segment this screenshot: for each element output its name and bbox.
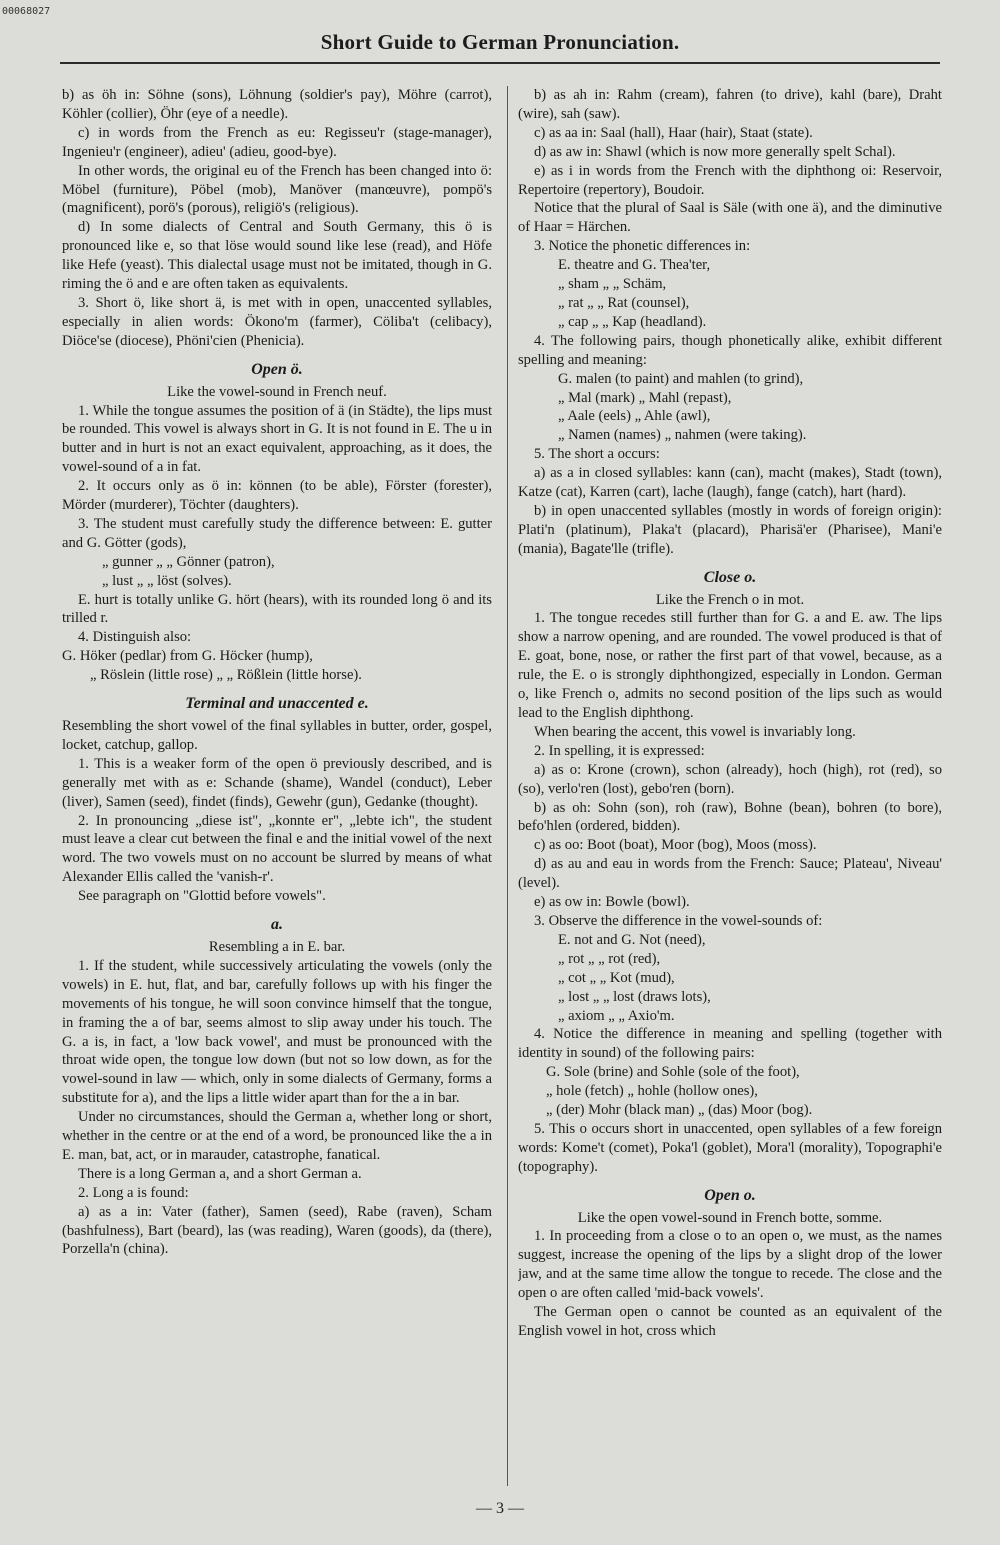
right-paragraph: e) as ow in: Bowle (bowl).: [534, 894, 690, 911]
right-paragraph: b) as ah in: Rahm (cream), fahren (to drive), kahl (bare), Draht (wire), sah (saw).: [518, 87, 942, 122]
right-paragraph: G. malen (to paint) and mahlen (to grind),: [558, 370, 804, 387]
right-paragraph: 1. In proceeding from a close o to an open o, we must, as the names suggest, increase the opening of the lips by a slight drop of the lower jaw, and at the same time allow the tongue to recede. The close and the open o are often called 'mid-back vowels'.: [518, 1228, 942, 1302]
left-paragraph: 1. This is a weaker form of the open ö previously described, and is generally met with as e: Schande (shame), Wandel (conduct), Leber (liver), Samen (seed), findet (finds), Gewehr (gun), Gedanke (thought).: [62, 755, 492, 810]
right-paragraph: When bearing the accent, this vowel is invariably long.: [534, 723, 856, 740]
right-paragraph: „ Aale (eels) „ Ahle (awl),: [558, 408, 711, 425]
header-rule: [60, 62, 940, 64]
right-paragraph: 5. The short a occurs:: [534, 446, 660, 463]
left-heading: a.: [271, 916, 283, 934]
page-number: — 3 —: [476, 1500, 524, 1517]
left-paragraph: 1. While the tongue assumes the position of ä (in Städte), the lips must be rounded. This vowel is always short in G. It is not found in E. The u in butter and in hurt is not an exact equivalent, approaching, as it does, the vowel-sound of a in fat.: [62, 402, 492, 476]
right-paragraph: Like the open vowel-sound in French botte, somme.: [577, 1209, 883, 1226]
right-paragraph: d) as aw in: Shawl (which is now more generally spelt Schal).: [534, 143, 896, 160]
left-paragraph: G. Höker (pedlar) from G. Höcker (hump),: [62, 648, 313, 665]
right-paragraph: 3. Observe the difference in the vowel-sounds of:: [534, 912, 823, 929]
left-paragraph: 2. Long a is found:: [78, 1184, 189, 1201]
right-paragraph: Notice that the plural of Saal is Säle (with one ä), and the diminutive of Haar = Härchen.: [518, 200, 942, 236]
right-paragraph: „ cot „ „ Kot (mud),: [558, 969, 675, 986]
left-paragraph: b) as öh in: Söhne (sons), Löhnung (soldier's pay), Möhre (carrot), Köhler (collier), Öhr (eye of a needle).: [62, 87, 492, 122]
right-paragraph: „ sham „ „ Schäm,: [558, 276, 667, 293]
left-paragraph: 1. If the student, while successively articulating the vowels (only the vowels) in E. hut, flat, and bar, carefully follows up with his finger the movements of his tongue, he will soon convince himself that the tongue, in framing the a of bar, seems almost to slip away under his touch. The G. a is, in fact, a 'low back vowel', and must be pronounced with the throat wide open, the tongue low down (but not so low down, as for the vowel-sound in law — which, only in some dialects of Germany, forms a substitute for a), and the lips a little wider apart than for the a in bar.: [62, 957, 492, 1107]
right-paragraph: e) as i in words from the French with the diphthong oi: Reservoir, Repertoire (repertory), Boudoir.: [518, 162, 942, 198]
left-paragraph: Resembling the short vowel of the final syllables in butter, order, gospel, locket, catchup, gallop.: [62, 718, 492, 753]
right-paragraph: b) in open unaccented syllables (mostly in words of foreign origin): Plati'n (platinum), Plaka't (placard), Pharisä'er (Pharisee), Mani'e (mania), Bagate'lle (trifle).: [518, 502, 942, 557]
right-paragraph: „ rat „ „ Rat (counsel),: [558, 294, 690, 311]
right-paragraph: The German open o cannot be counted as an equivalent of the English vowel in hot, cross which: [518, 1304, 942, 1339]
left-paragraph: In other words, the original eu of the French has been changed into ö: Möbel (furniture), Pöbel (mob), Manöver (manœuvre), pompö's (magnificent), porö's (porous), religiö's (religious).: [62, 162, 492, 217]
right-paragraph: „ hole (fetch) „ hohle (hollow ones),: [546, 1083, 758, 1100]
right-paragraph: 2. In spelling, it is expressed:: [534, 742, 705, 759]
right-paragraph: 4. The following pairs, though phonetically alike, exhibit different spelling and meaning:: [518, 332, 942, 368]
right-paragraph: E. not and G. Not (need),: [558, 931, 706, 948]
left-paragraph: „ lust „ „ löst (solves).: [102, 572, 232, 589]
right-paragraph: a) as o: Krone (crown), schon (already), hoch (high), rot (red), so (so), verlo'ren (lost), gebo'ren (born).: [518, 761, 942, 797]
right-paragraph: 1. The tongue recedes still further than for G. a and E. aw. The lips show a narrow opening, and are rounded. The vowel produced is that of E. goat, bone, nose, or rather the first part of that vowel, because, as a rule, the E. o is strongly diphthongized, especially in London. German o, like French o, admits no second position of the lips such as would lead to the English diphthong.: [518, 610, 942, 721]
page-id: 00068027: [2, 6, 51, 17]
left-paragraph: d) In some dialects of Central and South Germany, this ö is pronounced like e, so that löse would sound like lese (read), and Höfe like Hefe (yeast). This dialectal usage must not be imitated, though in G. riming the ö and e are often taken as equivalents.: [62, 219, 492, 293]
right-paragraph: d) as au and eau in words from the French: Sauce; Plateau', Niveau' (level).: [518, 856, 942, 892]
left-paragraph: 2. In pronouncing „diese ist", „konnte er", „lebte ich", the student must leave a clear cut between the final e and the initial vowel of the next word. The two vowels must on no account be slurred by means of what Alexander Ellis called the 'vanish-r'.: [62, 812, 492, 886]
column-divider: [507, 86, 508, 1486]
right-heading: Open o.: [704, 1186, 756, 1204]
left-paragraph: Like the vowel-sound in French neuf.: [167, 383, 387, 400]
left-paragraph: Resembling a in E. bar.: [208, 938, 346, 955]
right-paragraph: „ Namen (names) „ nahmen (were taking).: [558, 427, 807, 444]
right-paragraph: „ (der) Mohr (black man) „ (das) Moor (bog).: [546, 1102, 813, 1119]
right-paragraph: 3. Notice the phonetic differences in:: [534, 238, 751, 255]
left-heading: Open ö.: [251, 360, 303, 378]
right-paragraph: „ axiom „ „ Axio'm.: [558, 1007, 675, 1024]
right-paragraph: G. Sole (brine) and Sohle (sole of the foot),: [546, 1064, 800, 1081]
left-column: [62, 86, 492, 1496]
left-paragraph: Under no circumstances, should the German a, whether long or short, whether in the centre or at the end of a word, be pronounced like the a in E. man, bat, act, or in marauder, catastrophe, fanatical.: [62, 1109, 492, 1163]
right-paragraph: c) as oo: Boot (boat), Moor (bog), Moos (moss).: [534, 837, 817, 854]
left-paragraph: 3. Short ö, like short ä, is met with in open, unaccented syllables, especially in alien words: Ökono'm (farmer), Cöliba't (celibacy), Diöce'se (diocese), Phöni'cien (Phenicia).: [62, 294, 492, 349]
right-paragraph: „ rot „ „ rot (red),: [558, 950, 661, 967]
right-paragraph: 5. This o occurs short in unaccented, open syllables of a few foreign words: Kome't (comet), Poka'l (goblet), Mora'l (morality), Topographi'e (topography).: [518, 1120, 942, 1175]
left-paragraph: 4. Distinguish also:: [78, 629, 192, 646]
right-paragraph: „ lost „ „ lost (draws lots),: [558, 988, 711, 1005]
right-paragraph: a) as a in closed syllables: kann (can), macht (makes), Stadt (town), Katze (cat), Karren (cart), lache (laugh), fange (catch), hart (hard).: [518, 465, 942, 501]
right-paragraph: b) as oh: Sohn (son), roh (raw), Bohne (bean), bohren (to bore), befo'hlen (ordered, bidden).: [518, 799, 942, 835]
right-paragraph: E. theatre and G. Thea'ter,: [558, 257, 711, 274]
left-paragraph: „ Röslein (little rose) „ „ Rößlein (little horse).: [90, 667, 362, 684]
right-heading: Close o.: [703, 568, 757, 586]
left-paragraph: 3. The student must carefully study the difference between: E. gutter and G. Götter (gods),: [62, 515, 492, 551]
right-paragraph: c) as aa in: Saal (hall), Haar (hair), Staat (state).: [534, 124, 813, 141]
left-paragraph: See paragraph on "Glottid before vowels".: [78, 888, 326, 905]
right-paragraph: 4. Notice the difference in meaning and spelling (together with identity in sound) of the following pairs:: [518, 1026, 942, 1062]
left-paragraph: 2. It occurs only as ö in: können (to be able), Förster (forester), Mörder (murderer), Töchter (daughters).: [62, 478, 492, 514]
left-paragraph: c) in words from the French as eu: Regisseu'r (stage-manager), Ingenieu'r (engineer), adieu' (adieu, good-bye).: [62, 124, 492, 160]
right-paragraph: Like the French o in mot.: [655, 591, 805, 608]
right-paragraph: „ Mal (mark) „ Mahl (repast),: [558, 389, 732, 406]
left-paragraph: „ gunner „ „ Gönner (patron),: [102, 553, 275, 570]
right-column: [518, 86, 942, 1496]
right-paragraph: „ cap „ „ Kap (headland).: [558, 313, 707, 330]
left-paragraph: a) as a in: Vater (father), Samen (seed), Rabe (raven), Scham (bashfulness), Bart (beard), las (was reading), Waren (goods), da (there), Porzella'n (china).: [62, 1203, 492, 1258]
page-header-title: Short Guide to German Pronunciation.: [320, 30, 680, 54]
left-paragraph: There is a long German a, and a short German a.: [78, 1165, 362, 1182]
left-paragraph: E. hurt is totally unlike G. hört (hears), with its rounded long ö and its trilled r.: [62, 591, 492, 627]
left-heading: Terminal and unaccented e.: [185, 695, 369, 713]
